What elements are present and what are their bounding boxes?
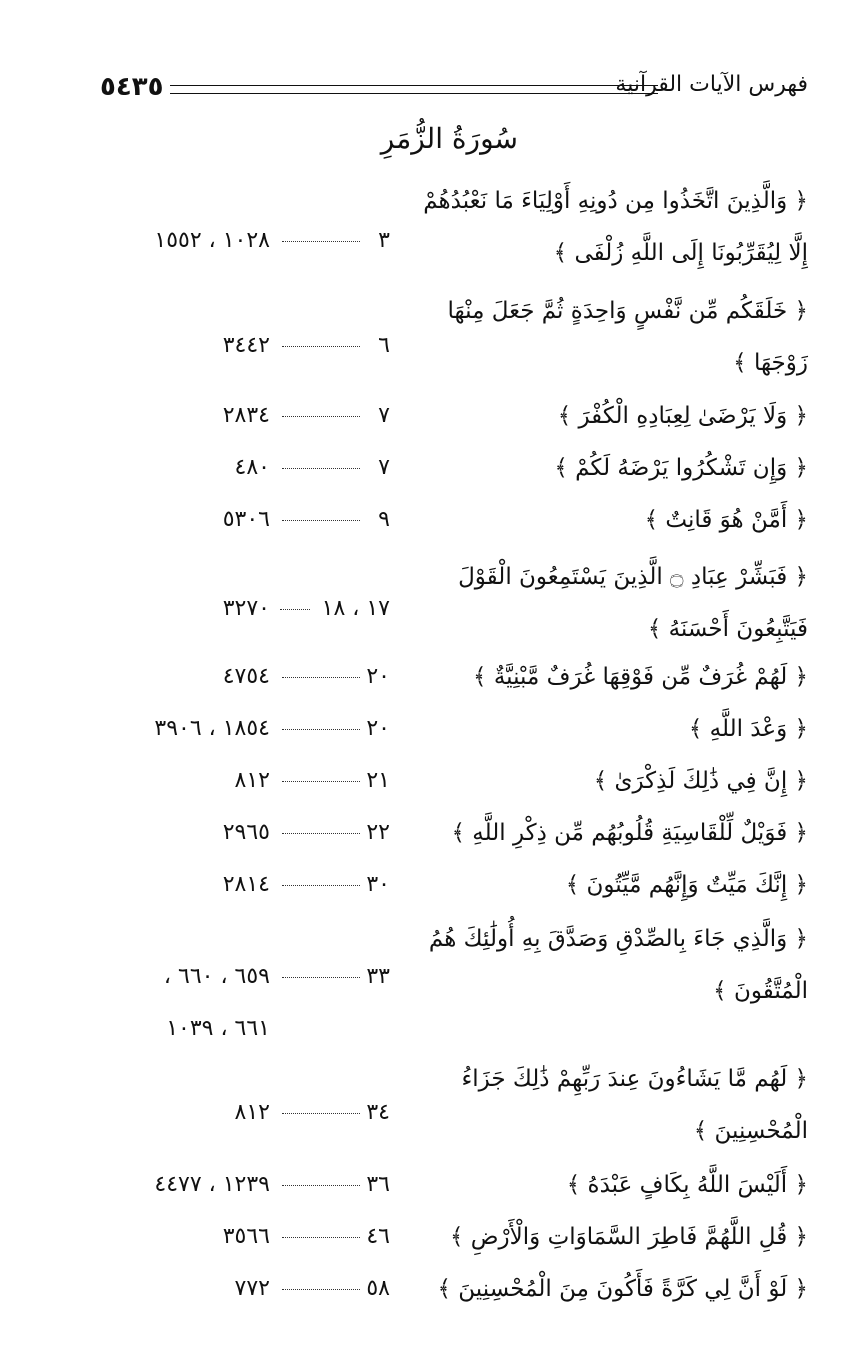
ayah-number: ٣٠: [366, 872, 390, 897]
entry-reference: [100, 390, 400, 442]
header-rule: [170, 85, 658, 94]
index-entry: [100, 807, 808, 859]
verse-text: ﴿ أَلَيْسَ اللَّهُ بِكَافٍ عَبْدَهُ ﴾: [566, 1172, 808, 1198]
ayah-number: ٢٠: [366, 664, 390, 689]
leader-dots: [282, 1185, 360, 1186]
page-references: ٤٨٠: [234, 455, 270, 480]
verse-text: ﴿ وَالَّذِينَ اتَّخَذُوا مِن دُونِهِ أَوْلِيَاءَ مَا نَعْبُدُهُمْ إِلَّا لِيُقَرِّبُونَا إِلَى اللَّهِ زُلْفَى ﴾: [423, 188, 808, 266]
verse-text: ﴿ إِنَّكَ مَيِّتٌ وَإِنَّهُم مَّيِّتُونَ ﴾: [565, 872, 808, 898]
ayah-number: ٦: [378, 333, 390, 358]
leader-dots: [282, 241, 360, 242]
verse-index-list: [100, 175, 808, 1302]
verse-text: ﴿ إِنَّ فِي ذَٰلِكَ لَذِكْرَىٰ ﴾: [593, 768, 808, 794]
ayah-number: ٢٠: [366, 716, 390, 741]
verse-text: ﴿ وَإِن تَشْكُرُوا يَرْضَهُ لَكُمْ ﴾: [554, 455, 808, 481]
leader-dots: [282, 1237, 360, 1238]
index-entry: [100, 1053, 808, 1153]
verse-text: ﴿ قُلِ اللَّهُمَّ فَاطِرَ السَّمَاوَاتِ وَالْأَرْضِ ﴾: [449, 1224, 808, 1250]
entry-reference: [100, 951, 400, 1041]
index-entry: [100, 755, 808, 807]
page-references: ٧٧٢: [234, 1276, 270, 1301]
index-entry: [100, 551, 808, 651]
leader-dots: [282, 677, 360, 678]
verse-text: ﴿ لَهُم مَّا يَشَاءُونَ عِندَ رَبِّهِمْ ذَٰلِكَ جَزَاءُ الْمُحْسِنِينَ ﴾: [461, 1066, 808, 1144]
ayah-number: ١٧ ، ١٨: [321, 596, 390, 621]
entry-reference: [100, 583, 400, 635]
entry-reference: [100, 755, 400, 807]
ayah-number: ٣٦: [366, 1172, 390, 1197]
page-references: ٥٣٠٦: [222, 507, 270, 532]
ayah-number: ٧: [378, 455, 390, 480]
leader-dots: [282, 977, 360, 978]
ayah-number: ٩: [378, 507, 390, 532]
page-references: ٢٨٣٤: [222, 403, 270, 428]
entry-reference: [100, 215, 400, 267]
entry-reference: [100, 1159, 400, 1211]
entry-reference: [100, 1087, 400, 1139]
verse-text: ﴿ وَلَا يَرْضَىٰ لِعِبَادِهِ الْكُفْرَ ﴾: [557, 403, 808, 429]
page-references: ٢٨١٤: [222, 872, 270, 897]
ayah-number: ٣٤: [366, 1100, 390, 1125]
page-references: ١٢٣٩ ، ٤٤٧٧: [154, 1172, 270, 1197]
entry-reference: [100, 703, 400, 755]
leader-dots: [282, 416, 360, 417]
entry-reference: [100, 1211, 400, 1263]
page-references: ٣٤٤٢: [222, 333, 270, 358]
verse-text: ﴿ لَوْ أَنَّ لِي كَرَّةً فَأَكُونَ مِنَ الْمُحْسِنِينَ ﴾: [437, 1276, 808, 1302]
header-title: فهرس الآيات القرآنية: [615, 72, 808, 97]
leader-dots: [282, 885, 360, 886]
index-entry: [100, 494, 808, 546]
entry-reference: [100, 807, 400, 859]
page-references: ٣٢٧٠: [222, 596, 270, 621]
page-references: ٨١٢: [234, 768, 270, 793]
entry-reference: [100, 320, 400, 372]
verse-text: ﴿ وَالَّذِي جَاءَ بِالصِّدْقِ وَصَدَّقَ بِهِ أُولَٰئِكَ هُمُ الْمُتَّقُونَ ﴾: [428, 926, 808, 1004]
leader-dots: [282, 520, 360, 521]
index-entry: [100, 913, 808, 1053]
ayah-number: ٣٣: [366, 964, 390, 989]
page-references: ١٠٢٨ ، ١٥٥٢: [154, 228, 270, 253]
page-references: ٨١٢: [234, 1100, 270, 1125]
index-entry: [100, 1263, 808, 1315]
entry-reference: [100, 1263, 400, 1315]
index-entry: [100, 175, 808, 275]
page-number: ٥٤٣٥: [100, 72, 164, 102]
page-references: ١٨٥٤ ، ٣٩٠٦: [154, 716, 270, 741]
ayah-number: ٧: [378, 403, 390, 428]
index-entry: [100, 390, 808, 442]
verse-text: ﴿ وَعْدَ اللَّهِ ﴾: [688, 716, 808, 742]
leader-dots: [282, 1113, 360, 1114]
page-references: ٦٥٩ ، ٦٦٠ ،: [163, 964, 270, 989]
leader-dots: [282, 833, 360, 834]
index-entry: [100, 1159, 808, 1211]
leader-dots: [282, 468, 360, 469]
ayah-number: ٣: [378, 228, 390, 253]
verse-text: ﴿ أَمَّنْ هُوَ قَانِتٌ ﴾: [644, 507, 808, 533]
entry-reference: [100, 494, 400, 546]
ayah-number: ٤٦: [366, 1224, 390, 1249]
page-references: ٤٧٥٤: [222, 664, 270, 689]
index-entry: [100, 703, 808, 755]
index-entry: [100, 1211, 808, 1263]
index-entry: [100, 442, 808, 494]
entry-reference: [100, 442, 400, 494]
entry-reference: [100, 651, 400, 703]
ayah-number: ٢٢: [366, 820, 390, 845]
entry-reference: [100, 859, 400, 911]
leader-dots: [282, 346, 360, 347]
verse-text: ﴿ فَبَشِّرْ عِبَادِ ۝ الَّذِينَ يَسْتَمِعُونَ الْقَوْلَ فَيَتَّبِعُونَ أَحْسَنَهُ ﴾: [458, 564, 808, 642]
verse-text: ﴿ لَهُمْ غُرَفٌ مِّن فَوْقِهَا غُرَفٌ مَّبْنِيَّةٌ ﴾: [473, 664, 808, 690]
verse-text: ﴿ خَلَقَكُم مِّن نَّفْسٍ وَاحِدَةٍ ثُمَّ جَعَلَ مِنْهَا زَوْجَهَا ﴾: [447, 298, 808, 376]
leader-dots: [280, 609, 310, 610]
leader-dots: [282, 781, 360, 782]
ayah-number: ٢١: [366, 768, 390, 793]
index-entry: [100, 859, 808, 911]
index-entry: [100, 285, 808, 385]
verse-text: ﴿ فَوَيْلٌ لِّلْقَاسِيَةِ قُلُوبُهُم مِّن ذِكْرِ اللَّهِ ﴾: [451, 820, 808, 846]
surah-title: سُورَةُ الزُّمَرِ: [380, 122, 518, 155]
ayah-number: ٥٨: [366, 1276, 390, 1301]
page-references: ٣٥٦٦: [222, 1224, 270, 1249]
index-entry: [100, 651, 808, 703]
page-references-continued: ٦٦١ ، ١٠٣٩: [166, 1016, 270, 1041]
page-references: ٢٩٦٥: [222, 820, 270, 845]
page-header: [100, 72, 808, 112]
leader-dots: [282, 729, 360, 730]
leader-dots: [282, 1289, 360, 1290]
